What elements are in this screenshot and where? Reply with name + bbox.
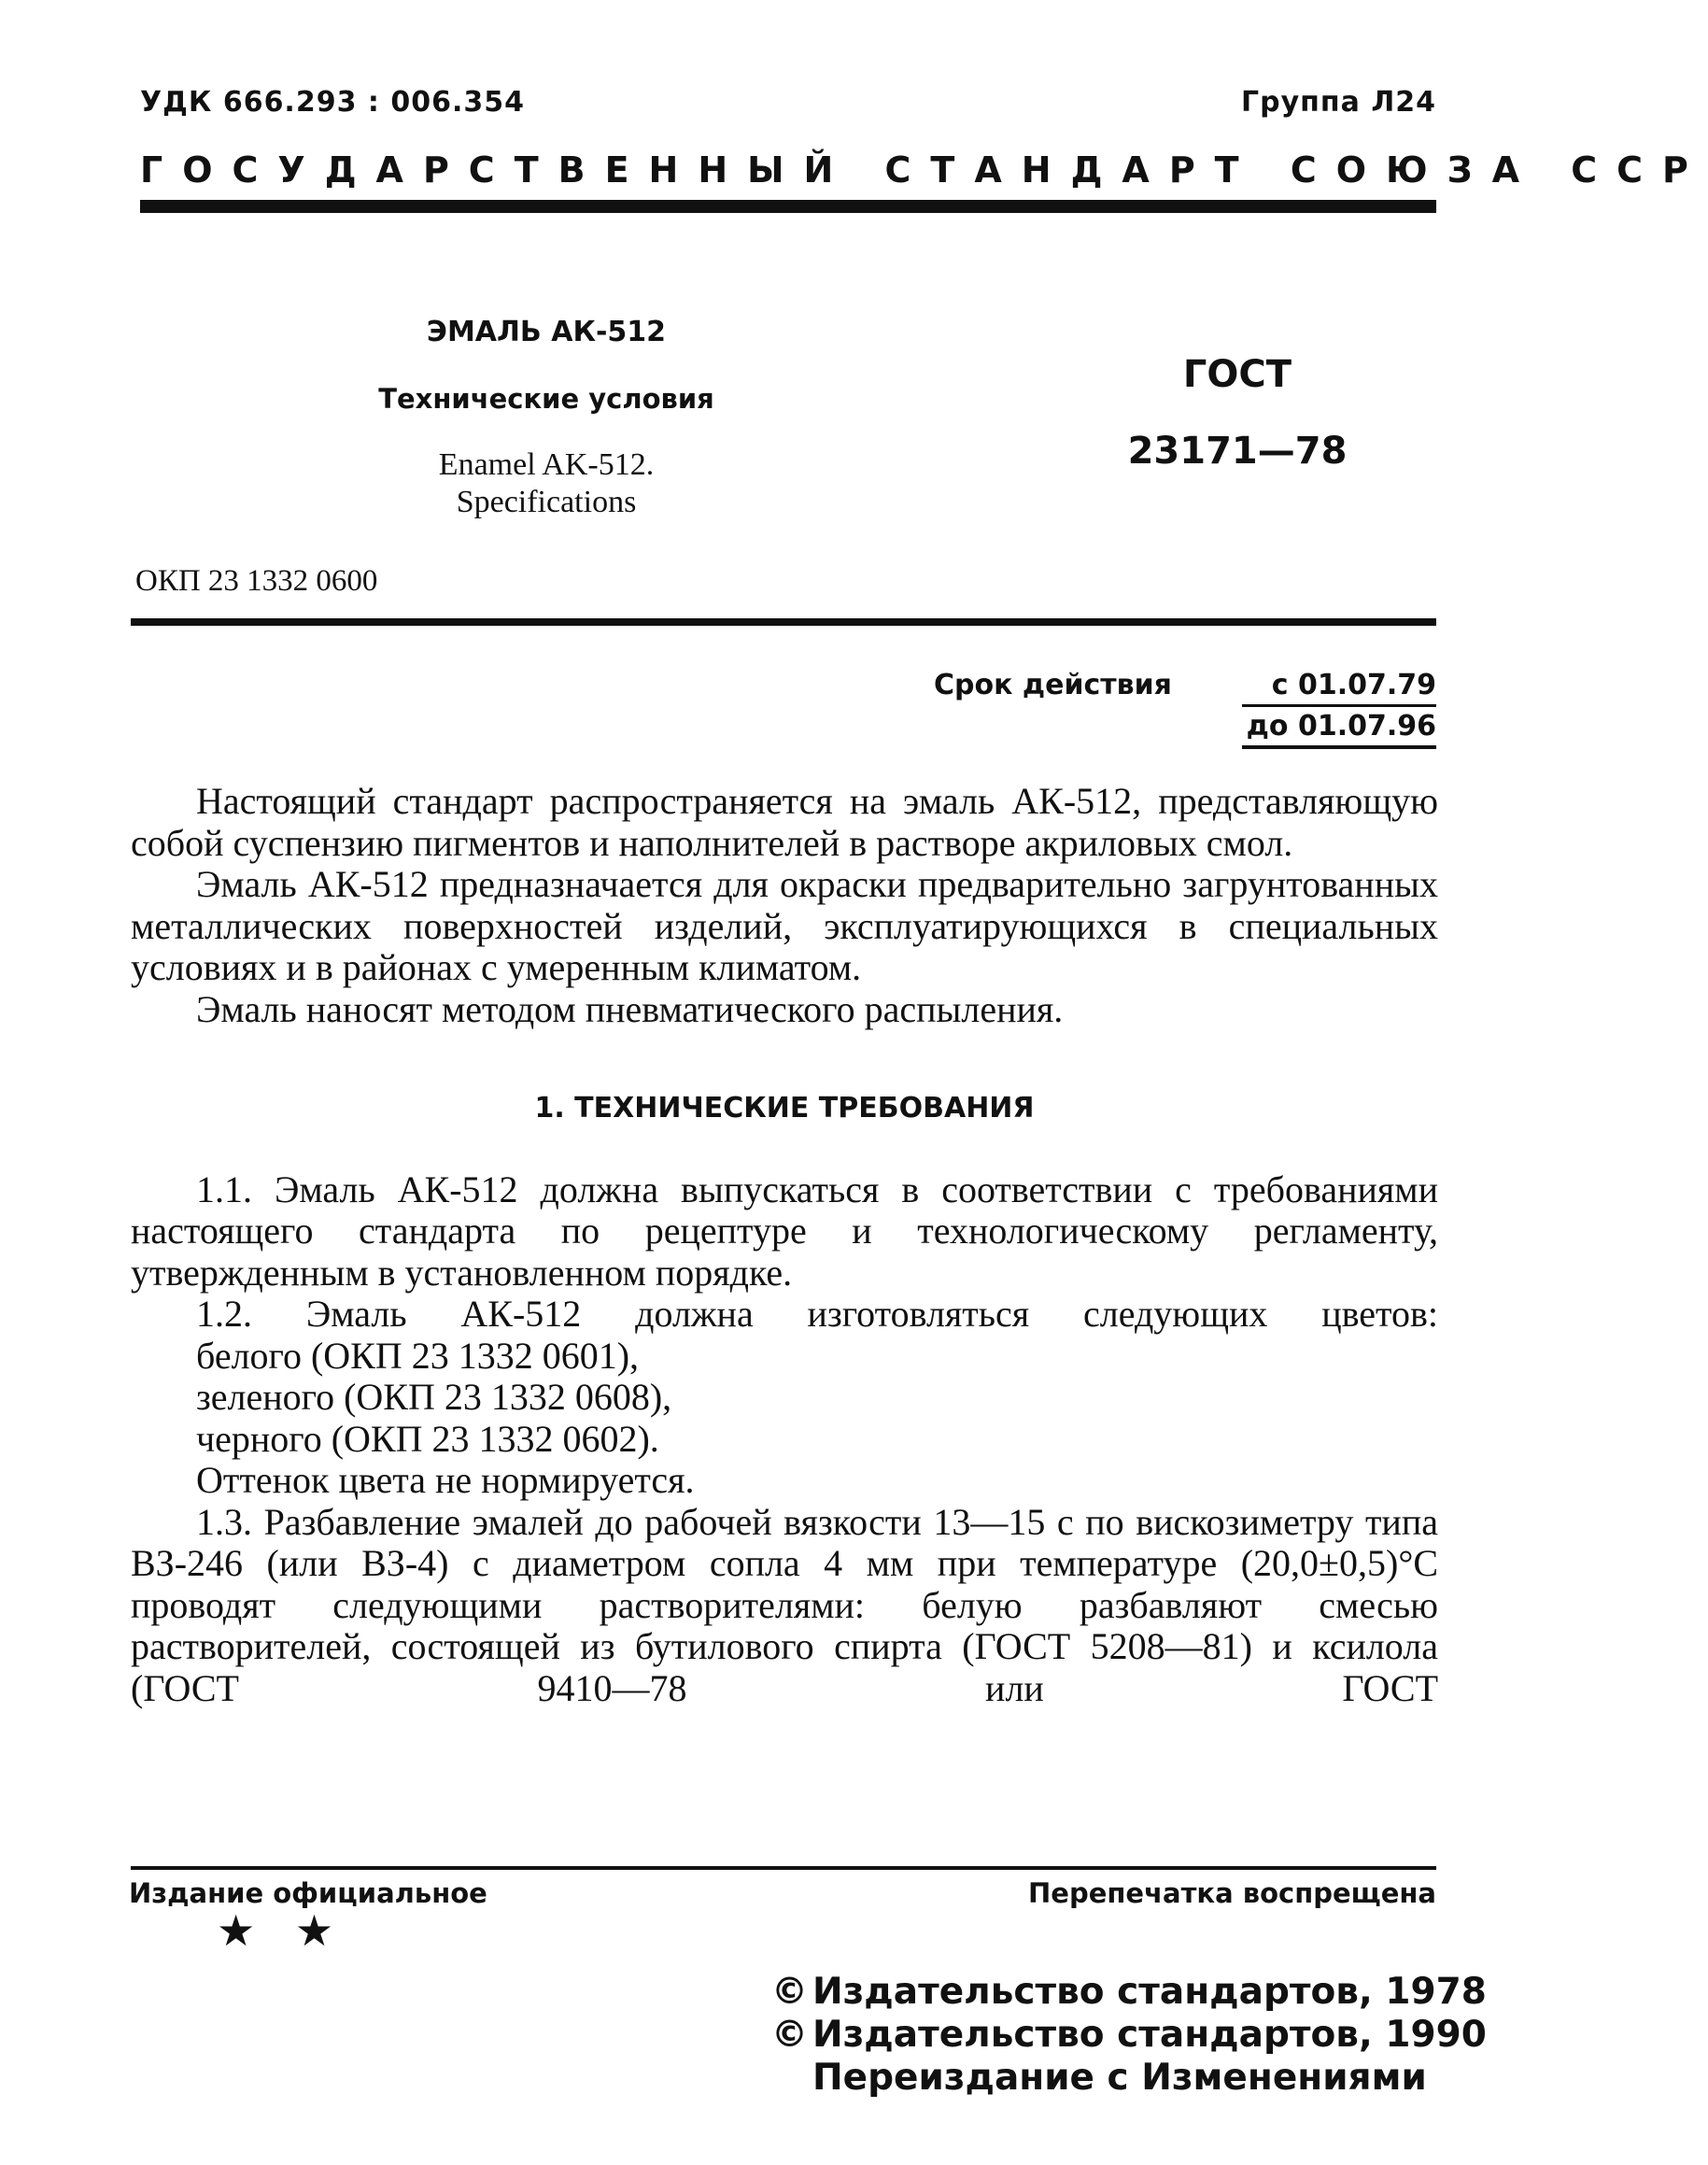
copyright-icon: © <box>771 1971 808 2013</box>
publisher-block <box>771 1971 1487 2100</box>
reissue-text: Переиздание с Изменениями <box>812 2057 1427 2099</box>
copyright-1978 <box>771 1971 1487 2014</box>
section-heading: 1. ТЕХНИЧЕСКИЕ ТРЕБОВАНИЯ <box>534 1092 1035 1125</box>
okp-code: ОКП 23 1332 0600 <box>135 564 378 598</box>
document-title: ЭМАЛЬ АК-512 <box>426 316 667 348</box>
gost-number: 23171—78 <box>1127 430 1348 473</box>
footer-rule <box>131 1866 1436 1870</box>
header-rule <box>140 200 1436 213</box>
color-black: черного (ОКП 23 1332 0602). <box>196 1417 659 1460</box>
color-white: белого (ОКП 23 1332 0601), <box>196 1334 640 1377</box>
reprint-prohibited: Перепечатка воспрещена <box>1028 1877 1436 1909</box>
english-title <box>318 446 775 521</box>
clause-1-3: 1.3. Разбавление эмалей до рабочей вязкости 13—15 с по вискозиметру типа ВЗ-246 (или ВЗ-4) с диаметром сопла 4 мм при температуре (20,0±0,5)°С проводят следующими растворителями: белую разбавляют смесью растворителей, состоящей из бутилового спирта (ГОСТ 5208—81) и ксилола (ГОСТ 9410—78 или ГОСТ <box>131 1500 1438 1709</box>
validity-divider <box>1242 704 1436 707</box>
reissue-note <box>771 2057 1487 2100</box>
title-rule <box>131 618 1436 626</box>
color-green: зеленого (ОКП 23 1332 0608), <box>196 1376 672 1418</box>
stars-icon: ★ ★ <box>217 1905 347 1956</box>
shade-note: Оттенок цвета не нормируется. <box>196 1459 695 1501</box>
document-subtitle: Технические условия <box>378 383 714 415</box>
state-standard-banner: ГОСУДАРСТВЕННЫЙ СТАНДАРТ СОЮЗА ССР <box>140 149 1708 191</box>
validity-to: до 01.07.96 <box>1246 710 1436 743</box>
official-edition: Издание официальное <box>129 1877 487 1909</box>
intro-paragraph-3: Эмаль наносят методом пневматического распыления. <box>196 987 1064 1030</box>
english-title-line1: Enamel AK-512. <box>438 447 655 482</box>
clause-1-2: 1.2. Эмаль АК-512 должна изготовляться следующих цветов: <box>196 1293 1438 1335</box>
copyright-icon: © <box>771 2014 808 2056</box>
intro-paragraph-2: Эмаль АК-512 предназначается для окраски предварительно загрунтованных металлических поверхностей изделий, эксплуатирующихся в специальных условиях и в районах с умеренным климатом. <box>131 863 1438 988</box>
intro-paragraph-1: Настоящий стандарт распространяется на эмаль АК-512, представляющую собой суспензию пигментов и наполнителей в растворе акриловых смол. <box>131 780 1438 864</box>
group-code: Группа Л24 <box>1241 86 1436 119</box>
copyright-1990 <box>771 2014 1487 2057</box>
copyright-1990-text: Издательство стандартов, 1990 <box>812 2014 1487 2056</box>
udk-code: УДК 666.293 : 006.354 <box>140 86 525 119</box>
body-text <box>131 781 1438 1709</box>
validity-from: с 01.07.79 <box>1271 669 1436 701</box>
copyright-1978-text: Издательство стандартов, 1978 <box>812 1971 1487 2013</box>
gost-label: ГОСТ <box>1182 353 1292 396</box>
validity-label: Срок действия <box>934 669 1172 701</box>
english-title-line2: Specifications <box>456 485 637 519</box>
clause-1-1: 1.1. Эмаль АК-512 должна выпускаться в соответствии с требованиями настоящего стандарта по рецептуре и технологическому регламенту, утвержденным в установленном порядке. <box>131 1167 1438 1294</box>
validity-underline <box>1242 745 1436 749</box>
